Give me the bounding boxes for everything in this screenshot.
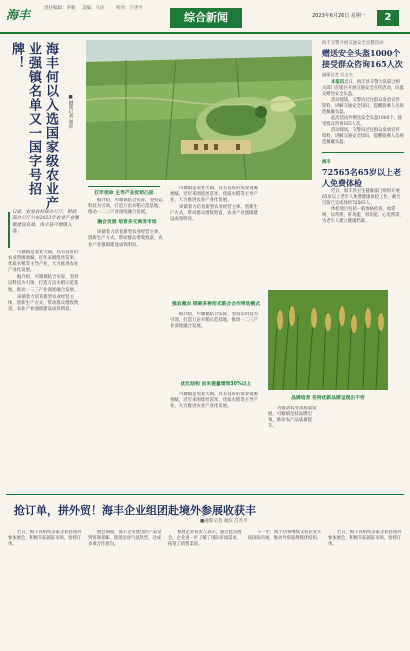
lead-body-paragraph: 据介绍，可塘镇结合实际，坚持以科技为引领，打造万亩水稻示范基地，推动一二三产业深度融合发展。 xyxy=(170,312,259,330)
right-story2-title: 72565名65岁以上老人免费体检 xyxy=(322,167,401,188)
subhead-rule xyxy=(88,186,160,187)
right-story-tag: 本报讯 xyxy=(331,80,345,85)
right-story-body xyxy=(322,80,404,146)
middle-body-paragraph: 为推动农业高质量发展，可塘镇坚持品牌引领，推动农产品质量提升。 xyxy=(268,406,317,430)
middle-column-1 xyxy=(268,406,318,490)
bottom-rule xyxy=(6,494,404,495)
bottom-paragraph: 下一步，海丰县将继续支持企业开拓国际市场，推动外贸稳规模优结构。 xyxy=(248,530,322,541)
right-column xyxy=(322,40,404,490)
right-story2-tag: 海丰 xyxy=(322,160,331,165)
bottom-column-2 xyxy=(88,530,164,645)
lead-column-3b xyxy=(170,312,262,372)
right-divider xyxy=(322,152,404,153)
right-story2-body xyxy=(322,189,404,225)
bottom-column-5 xyxy=(328,530,404,645)
bottom-column-3 xyxy=(168,530,244,645)
bottom-paragraph: 近日，海丰县组织多家企业赴境外参加展会，积极开拓国际市场，抢抓订单。 xyxy=(8,530,82,547)
lead-column-1 xyxy=(8,250,82,490)
bottom-column-1 xyxy=(8,530,84,645)
lead-body-paragraph: 据介绍，可塘镇结合实际，坚持以科技为引领，打造万亩水稻示范基地，推动一二三产业深度融合发展。 xyxy=(8,275,79,293)
bottom-column-4 xyxy=(248,530,324,645)
bottom-story-title: 抢订单，拼外贸！海丰企业组团赴境外参展收获丰 xyxy=(14,504,256,517)
lead-column-3c xyxy=(170,392,262,488)
lead-body-paragraph: 该镇着力培育新型农业经营主体，创新生产方式，带动群众增收致富，农业产业强镇建设成效明显。 xyxy=(170,205,259,223)
subhead-3: 强农惠农 探索多种形式联合合作带动模式 xyxy=(171,302,261,307)
masthead xyxy=(0,0,410,34)
page-number: 2 xyxy=(377,10,399,26)
right-story-byline: 融媒记者 吴文杰 xyxy=(322,72,353,77)
lead-body-paragraph: 据介绍，可塘镇结合实际，坚持以科技为引领，打造万亩水稻示范基地，推动一二三产业深度融合发展。 xyxy=(88,198,163,216)
lead-column-2 xyxy=(88,198,166,488)
right-story-paragraph: 活动现场，交警向过往群众发放宣传资料，讲解交通安全知识，提醒骑乘人员规范佩戴头盔。 xyxy=(322,128,404,145)
right-story-kicker: 海丰交警开展交通安全宣教活动 xyxy=(322,41,384,46)
lead-story-title: 海丰何以入选国家级农业产业强镇名单又一国字号招牌！ xyxy=(9,42,58,210)
lead-paragraph: 日前，农业农村部办公厅、财政部办公厅公布2023年农业产业强镇建设名单，海丰县可塘镇入选。 xyxy=(12,210,79,235)
right-story2-paragraph: 近日，海丰县卫生健康部门组织开展65岁以上老年人免费健康体检工作，截至目前已完成体检72565人。 xyxy=(322,189,401,206)
lead-body-paragraph: 该镇着力培育新型农业经营主体，创新生产方式，带动群众增收致富，农业产业强镇建设成效明显。 xyxy=(8,294,79,312)
bottom-paragraph: 参展企业负责人表示，通过此次展会，企业进一步了解了国际市场需求，拓宽了销售渠道。 xyxy=(168,530,242,547)
issue-date: 2023年6月26日 星期一 xyxy=(312,13,366,19)
subhead-2: 融合发展 培育多元商务市场 xyxy=(97,220,157,226)
lead-body-paragraph: 可塘镇是农业大镇，具有良好的农业资源禀赋，近年来围绕丝苗米、优质水稻等主导产业，大力推进农业产业化发展。 xyxy=(170,186,259,204)
right-story2-paragraph: 体检项目包括一般体格检查、血常规、尿常规、肝功能、肾功能、心电图等，为老年人建立健康档案。 xyxy=(322,207,404,224)
section-title: 综合新闻 xyxy=(170,8,242,28)
right-story-paragraph: 此次活动共赠送安全头盔1000个，接受群众咨询165人次。 xyxy=(322,116,403,127)
subhead-1: 扛牢使命 主导产业优势凸显 xyxy=(94,191,154,196)
right-story-paragraph: 近日，海丰县交警大队联合相关部门在辖区开展交通安全宣传活动，向群众赠送安全头盔。 xyxy=(322,80,404,97)
contact-editor: 责任编辑：李新 xyxy=(44,6,76,11)
lead-story-byline: ■融媒记者 谢滨 xyxy=(68,95,73,129)
lead-accent-bar xyxy=(8,212,10,248)
contact-proofreader: 校对：吕善平 xyxy=(116,6,143,11)
bottom-paragraph: 近日，海丰县组织多家企业赴境外参加展会，积极开拓国际市场，抢抓订单。 xyxy=(328,530,402,547)
lead-body-paragraph: 可塘镇是农业大镇，具有良好的农业资源禀赋，近年来围绕丝苗米、优质水稻等主导产业，大力推进农业产业化发展。 xyxy=(8,250,79,274)
bottom-paragraph: 展会期间，海丰企业展出的产品受到客商青睐，现场洽谈气氛热烈，达成多项合作意向。 xyxy=(88,530,162,547)
lead-body-paragraph: 该镇着力培育新型农业经营主体，创新生产方式，带动群众增收致富，农业产业强镇建设成效明显。 xyxy=(88,230,163,248)
right-story-paragraph: 活动现场，交警向过往群众发放宣传资料，讲解交通安全知识，提醒骑乘人员规范佩戴头盔。 xyxy=(322,98,404,115)
middle-subhead: 品牌培育 名特优新品牌呈现出不穷 xyxy=(291,396,365,401)
lead-body-paragraph: 可塘镇是农业大镇，具有良好的农业资源禀赋，近年来围绕丝苗米、优质水稻等主导产业，大力推进农业产业化发展。 xyxy=(170,392,259,410)
lead-column-3 xyxy=(170,186,262,286)
subhead-4: 优化结构 亩米提量增效30%以上 xyxy=(180,382,252,387)
contact-designer: 美编：马达 xyxy=(82,6,105,11)
newspaper-logo: 海丰 xyxy=(6,8,31,22)
rice-field-photo xyxy=(86,40,312,180)
right-story-title: 赠送安全头盔1000个 接受群众咨询165人次 xyxy=(322,48,403,69)
bottom-story-byline: ■融媒记者 谢滨 吕善平 xyxy=(200,519,248,524)
